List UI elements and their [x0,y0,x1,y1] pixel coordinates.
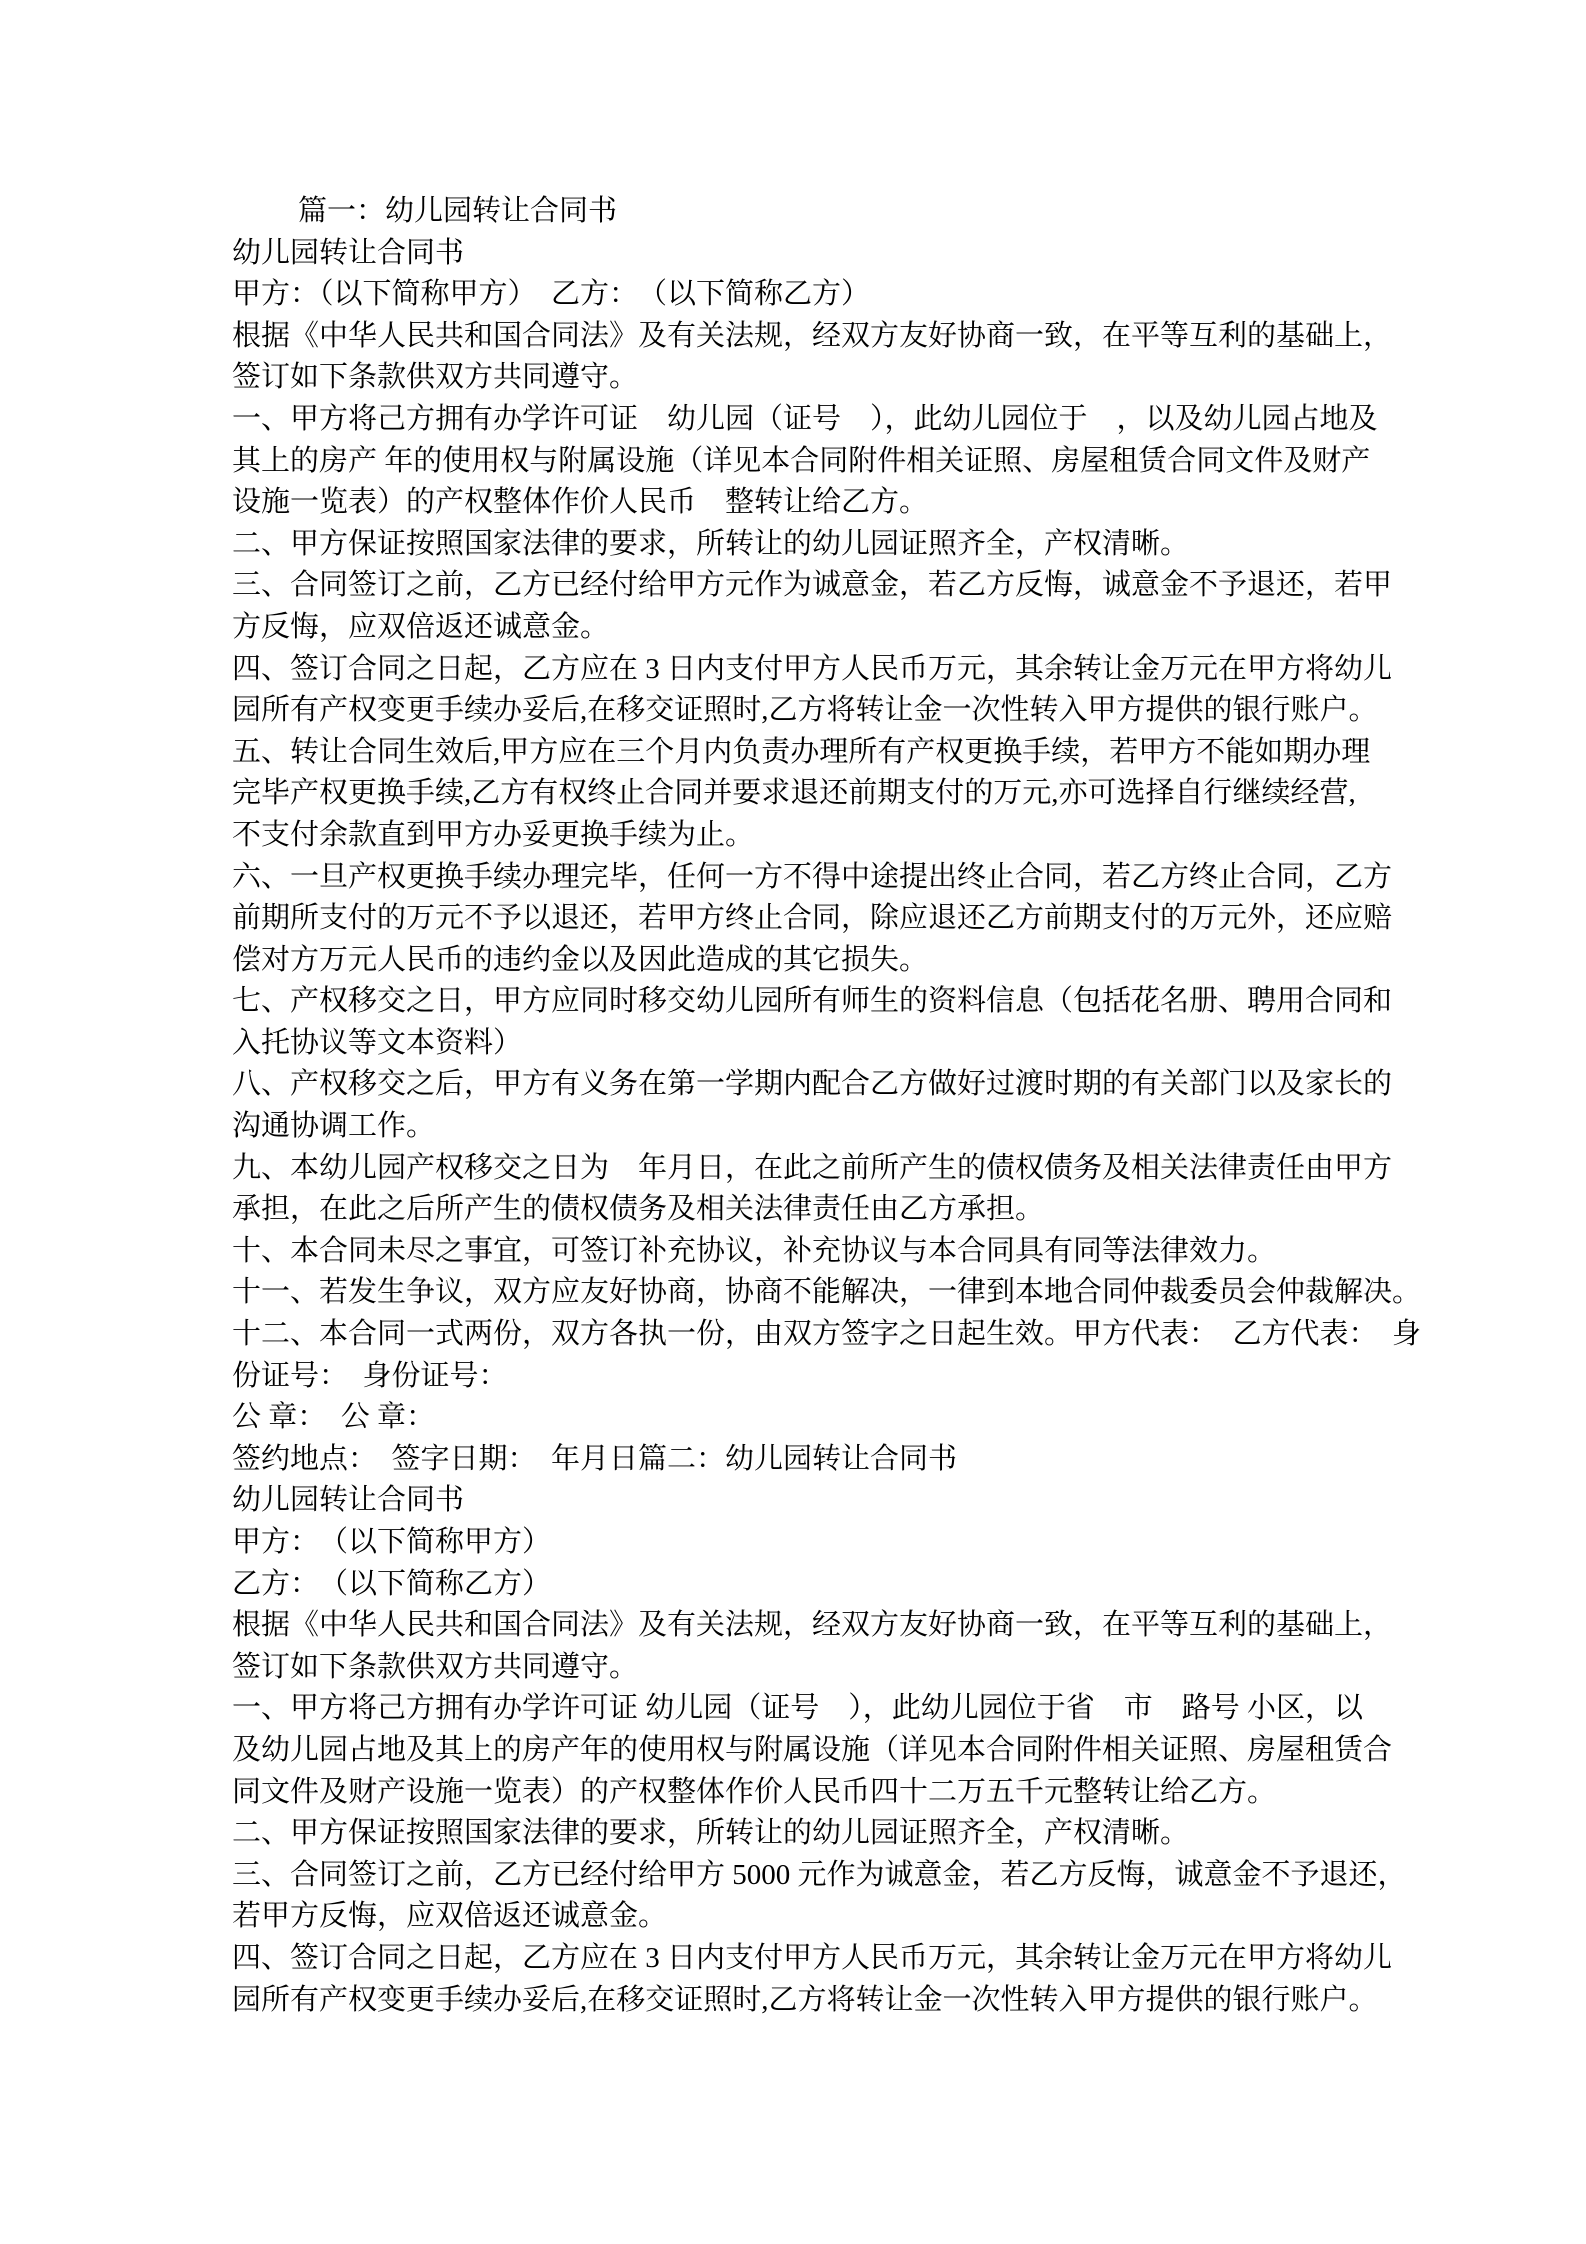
contract-line: 十二、本合同一式两份，双方各执一份，由双方签字之日起生效。甲方代表： 乙方代表： 身 [232,1318,1422,1351]
contract-line: 园所有产权变更手续办妥后,在移交证照时,乙方将转让金一次性转入甲方提供的银行账户。 [232,694,1378,727]
contract-line: 四、签订合同之日起，乙方应在 3 日内支付甲方人民币万元，其余转让金万元在甲方将幼儿 [232,652,1393,685]
contract-line: 甲方： （以下简称甲方） [232,1526,552,1558]
contract-line: 若甲方反悔，应双倍返还诚意金。 [232,1900,668,1933]
contract-line: 签约地点： 签字日期： 年月日篇二：幼儿园转让合同书 [232,1442,958,1475]
contract-line: 五、转让合同生效后,甲方应在三个月内负责办理所有产权更换手续，若甲方不能如期办理 [232,735,1371,768]
contract-line: 根据《中华人民共和国合同法》及有关法规，经双方友好协商一致，在平等互利的基础上， [232,319,1393,352]
contract-line: 公 章： 公 章： [232,1401,436,1434]
contract-line: 签订如下条款供双方共同遵守。 [232,1650,639,1683]
contract-line: 完毕产权更换手续,乙方有权终止合同并要求退还前期支付的万元,亦可选择自行继续经营, [232,777,1356,810]
contract-line: 沟通协调工作。 [232,1110,436,1143]
contract-line: 方反悔，应双倍返还诚意金。 [232,610,610,643]
contract-line: 一、甲方将己方拥有办学许可证 幼儿园（证号 ），此幼儿园位于省 市 路号 小区，以 [232,1692,1364,1725]
contract-line: 根据《中华人民共和国合同法》及有关法规，经双方友好协商一致，在平等互利的基础上， [232,1609,1393,1642]
contract-line: 甲方：（以下简称甲方） 乙方： （以下简称乙方） [232,278,871,311]
contract-line: 承担，在此之后所产生的债权债务及相关法律责任由乙方承担。 [232,1193,1045,1226]
contract-title: 幼儿园转让合同书 [232,236,465,269]
contract-line: 二、甲方保证按照国家法律的要求，所转让的幼儿园证照齐全，产权清晰。 [232,527,1190,560]
contract-line: 九、本幼儿园产权移交之日为 年月日，在此之前所产生的债权债务及相关法律责任由甲方 [232,1151,1393,1184]
contract-line: 四、签订合同之日起，乙方应在 3 日内支付甲方人民币万元，其余转让金万元在甲方将幼儿 [232,1941,1393,1974]
contract-document [232,191,1422,2021]
contract-line: 三、合同签订之前，乙方已经付给甲方元作为诚意金，若乙方反悔，诚意金不予退还，若甲 [232,569,1393,602]
contract-line: 入托协议等文本资料） [232,1026,523,1059]
contract-line: 六、一旦产权更换手续办理完毕，任何一方不得中途提出终止合同，若乙方终止合同，乙方 [232,860,1393,893]
contract-line: 二、甲方保证按照国家法律的要求，所转让的幼儿园证照齐全，产权清晰。 [232,1817,1190,1850]
doc-heading: 篇一：幼儿园转让合同书 [298,195,618,227]
contract-line: 十一、若发生争议，双方应友好协商，协商不能解决，一律到本地合同仲裁委员会仲裁解决。 [232,1276,1422,1309]
contract-line: 偿对方万元人民币的违约金以及因此造成的其它损失。 [232,943,929,976]
contract-line: 其上的房产 年的使用权与附属设施（详见本合同附件相关证照、房屋租赁合同文件及财产 [232,444,1371,477]
contract-line: 园所有产权变更手续办妥后,在移交证照时,乙方将转让金一次性转入甲方提供的银行账户。 [232,1983,1378,2016]
contract-line: 签订如下条款供双方共同遵守。 [232,361,639,394]
contract-line: 七、产权移交之日，甲方应同时移交幼儿园所有师生的资料信息（包括花名册、聘用合同和 [232,985,1393,1018]
contract-line: 一、甲方将己方拥有办学许可证 幼儿园（证号 ），此幼儿园位于 ，以及幼儿园占地及 [232,402,1378,435]
contract-line: 设施一览表）的产权整体作价人民币 整转让给乙方。 [232,486,929,519]
contract-line: 不支付余款直到甲方办妥更换手续为止。 [232,818,755,851]
contract-line: 八、产权移交之后，甲方有义务在第一学期内配合乙方做好过渡时期的有关部门以及家长的 [232,1068,1393,1101]
contract-line: 份证号： 身份证号： [232,1359,508,1392]
contract-line: 三、合同签订之前，乙方已经付给甲方 5000 元作为诚意金，若乙方反悔，诚意金不予退还， [232,1858,1407,1891]
contract-line: 同文件及财产设施一览表）的产权整体作价人民币四十二万五千元整转让给乙方。 [232,1775,1277,1808]
contract-line: 前期所支付的万元不予以退还，若甲方终止合同，除应退还乙方前期支付的万元外，还应赔 [232,902,1393,935]
contract-title: 幼儿园转让合同书 [232,1484,465,1517]
contract-line: 及幼儿园占地及其上的房产年的使用权与附属设施（详见本合同附件相关证照、房屋租赁合 [232,1733,1393,1766]
contract-line: 乙方： （以下简称乙方） [232,1567,552,1600]
contract-line: 十、本合同未尽之事宜，可签订补充协议，补充协议与本合同具有同等法律效力。 [232,1234,1277,1267]
